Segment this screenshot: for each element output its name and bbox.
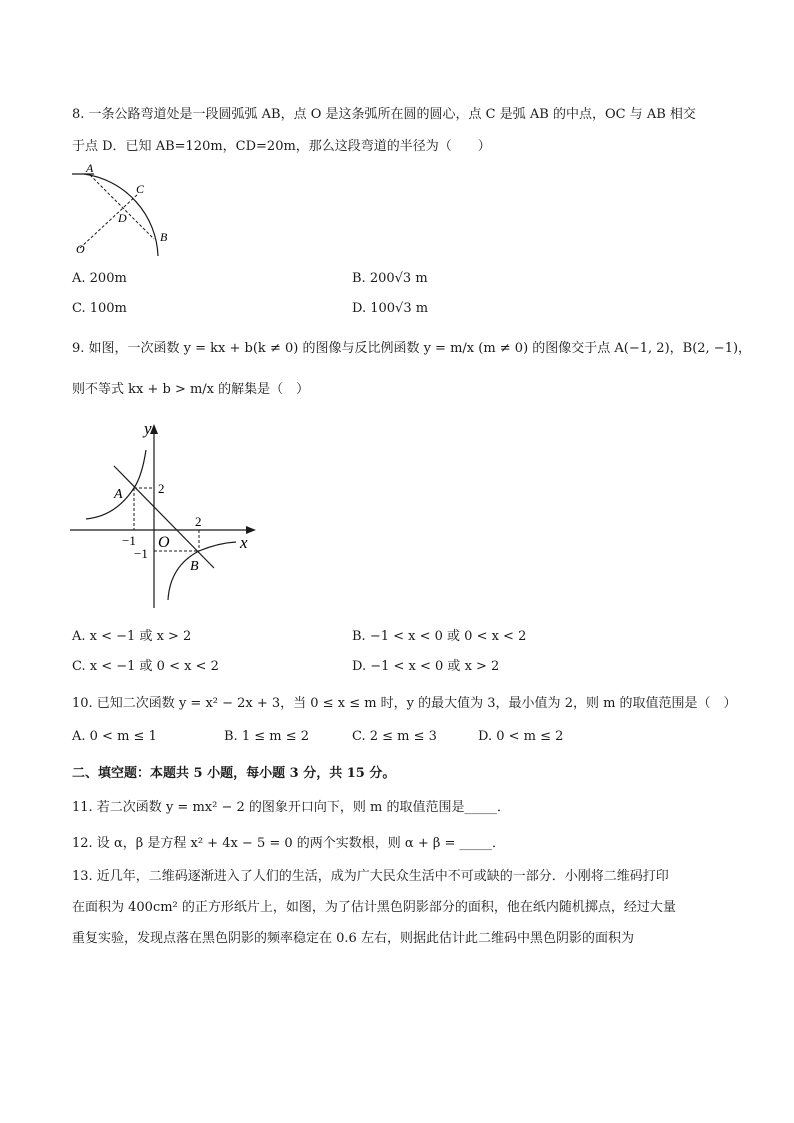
q9-hyperbola-left: [86, 450, 146, 519]
q9-option-a[interactable]: A. x < −1 或 x > 2: [72, 629, 192, 644]
q10-option-d[interactable]: D. 0 < m ≤ 2: [478, 729, 564, 744]
q10-option-a[interactable]: A. 0 < m ≤ 1: [72, 729, 157, 744]
q9-tick-y-neg1: −1: [134, 546, 148, 561]
q13-stem-line1: 13. 近几年，二维码逐渐进入了人们的生活，成为广大民众生活中不可或缺的一部分．小刚将二维码打印: [72, 869, 669, 884]
q12-stem: 12. 设 α，β 是方程 x² + 4x − 5 = 0 的两个实数根，则 α + β = _____．: [72, 836, 506, 851]
q9-label-y: y: [144, 419, 152, 438]
q9-option-d[interactable]: D. −1 < x < 0 或 x > 2: [352, 659, 500, 674]
q9-tick-x-2: 2: [195, 514, 202, 529]
q8-stem-line1: 8. 一条公路弯道处是一段圆弧弧 AB，点 O 是这条弧所在圆的圆心，点 C 是弧 AB 的中点，OC 与 AB 相交: [72, 107, 696, 122]
q8-label-o: O: [76, 242, 85, 256]
q8-option-b[interactable]: B. 200√3 m: [352, 271, 428, 286]
q9-stem-line2: 则不等式 kx + b > m/x 的解集是（ ）: [72, 382, 310, 397]
q8-label-d: D: [118, 211, 127, 225]
q8-label-b: B: [160, 230, 168, 244]
q8-option-c[interactable]: C. 100m: [72, 301, 127, 316]
q8-stem-line2: 于点 D．已知 AB=120m，CD=20m，那么这段弯道的半径为（ ）: [72, 139, 491, 154]
q9-tick-x-neg1: −1: [122, 533, 136, 548]
q9-option-c[interactable]: C. x < −1 或 0 < x < 2: [72, 659, 219, 674]
q8-option-a[interactable]: A. 200m: [72, 271, 127, 286]
q8-option-d[interactable]: D. 100√3 m: [352, 301, 429, 316]
q10-option-c[interactable]: C. 2 ≤ m ≤ 3: [352, 729, 437, 744]
q9-label-b: B: [190, 559, 199, 574]
section-heading-fill-in: 二、填空题：本题共 5 小题，每小题 3 分，共 15 分。: [72, 766, 396, 781]
q9-option-b[interactable]: B. −1 < x < 0 或 0 < x < 2: [352, 629, 527, 644]
q9-label-a: A: [114, 487, 123, 502]
q11-stem: 11. 若二次函数 y = mx² − 2 的图象开口向下，则 m 的取值范围是_____．: [72, 800, 510, 815]
q9-tick-y-2: 2: [158, 481, 165, 496]
q8-label-c: C: [136, 182, 145, 196]
q10-option-b[interactable]: B. 1 ≤ m ≤ 2: [224, 729, 310, 744]
q9-label-x: x: [240, 533, 248, 552]
q8-label-a: A: [86, 161, 94, 175]
q8-arc-figure: [70, 160, 180, 258]
q9-label-o: O: [158, 534, 170, 551]
q8-radius-oc: [80, 194, 138, 248]
q10-stem: 10. 已知二次函数 y = x² − 2x + 3，当 0 ≤ x ≤ m 时，y 的最大值为 3，最小值为 2，则 m 的取值范围是（ ）: [72, 696, 737, 711]
q9-graph-figure: [68, 418, 263, 613]
q9-stem-line1: 9. 如图，一次函数 y = kx + b(k ≠ 0) 的图像与反比例函数 y = m/x (m ≠ 0) 的图像交于点 A(−1, 2)，B(2, −1)，: [72, 341, 752, 356]
q9-hyperbola-right: [168, 542, 236, 600]
q13-stem-line2: 在面积为 400cm² 的正方形纸片上，如图，为了估计黑色阴影部分的面积，他在纸内随机掷点，经过大量: [72, 900, 676, 915]
q13-stem-line3: 重复实验，发现点落在黑色阴影的频率稳定在 0.6 左右，则据此估计此二维码中黑色阴影的面积为: [72, 931, 634, 946]
